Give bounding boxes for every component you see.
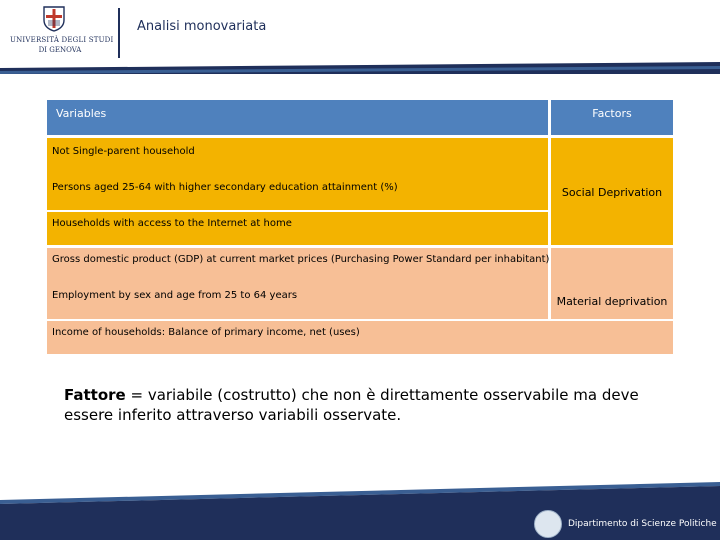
- table-row-cell: [47, 319, 673, 354]
- logo-text-line2: DI GENOVA: [38, 46, 82, 54]
- table-row: Persons aged 25-64 with higher secondary education attainment (%): [52, 182, 398, 193]
- slide-header: [0, 0, 720, 70]
- footer-band: [0, 482, 720, 540]
- university-crest-icon: [43, 6, 65, 32]
- factors-table: [47, 100, 673, 354]
- factor-label-material: Material deprivation: [556, 295, 668, 308]
- group-social-factor-cell: [551, 138, 673, 245]
- department-seal-icon: [534, 510, 562, 538]
- definition-term: Fattore: [64, 386, 126, 404]
- university-logo: [10, 6, 114, 62]
- header-divider: [118, 8, 120, 58]
- definition-text: = variabile (costrutto) che non è direttamente osservabile ma deve essere inferito attraverso variabili osservate.: [64, 386, 639, 424]
- table-row: Households with access to the Internet at home: [52, 218, 292, 229]
- slide-title: Analisi monovariata: [137, 19, 267, 34]
- table-row: Gross domestic product (GDP) at current market prices (Purchasing Power Standard per inhabitant): [52, 254, 550, 265]
- definition-note: [64, 385, 664, 425]
- table-row: Employment by sex and age from 25 to 64 years: [52, 290, 298, 301]
- column-header-factors: Factors: [551, 100, 673, 135]
- header-band: [0, 62, 720, 74]
- column-header-variables: Variables: [47, 100, 548, 135]
- table-row: Income of households: Balance of primary income, net (uses): [52, 327, 360, 338]
- table-row-cell: [47, 210, 548, 245]
- table-row: Not Single-parent household: [52, 146, 195, 157]
- factor-label-social: Social Deprivation: [561, 186, 663, 199]
- logo-text-line1: UNIVERSITÀ DEGLI STUDI: [10, 36, 114, 44]
- department-name: Dipartimento di Scienze Politiche: [568, 519, 717, 529]
